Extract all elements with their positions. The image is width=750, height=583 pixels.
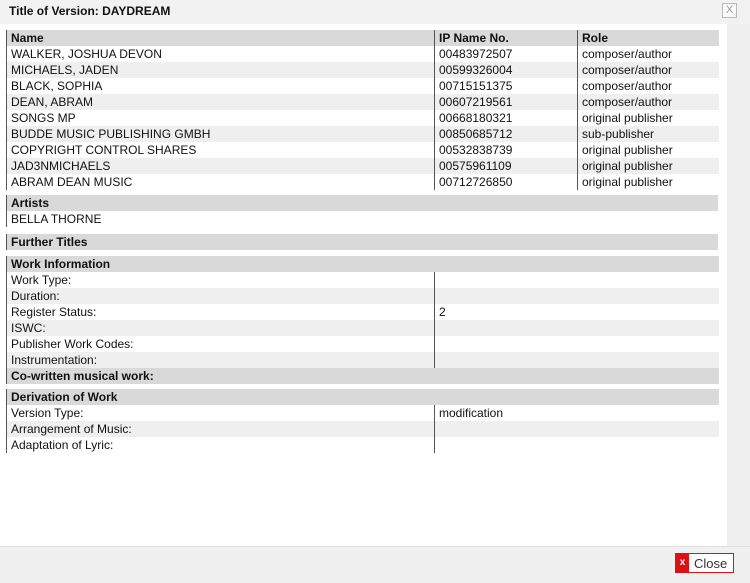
table-row: [7, 288, 719, 304]
party-ip-number: 00850685712: [435, 126, 578, 142]
party-ip-number: 00607219561: [435, 94, 578, 110]
derivation-heading: Derivation of Work: [7, 389, 719, 405]
field-value: modification: [435, 405, 719, 421]
party-role: composer/author: [578, 62, 719, 78]
further-titles-section-header: [7, 234, 719, 250]
party-role: composer/author: [578, 94, 719, 110]
artists-section-header: [7, 195, 719, 211]
party-name: BLACK, SOPHIA: [7, 78, 435, 94]
party-ip-number: 00712726850: [435, 174, 578, 190]
party-ip-number: 00483972507: [435, 46, 578, 62]
party-role: original publisher: [578, 142, 719, 158]
table-row: [7, 336, 719, 352]
table-row: [7, 110, 719, 126]
table-row: [7, 421, 719, 437]
table-row: [7, 437, 719, 453]
party-ip-number: 00599326004: [435, 62, 578, 78]
party-name: SONGS MP: [7, 110, 435, 126]
field-label: Register Status:: [7, 304, 435, 320]
field-value: [435, 421, 719, 437]
field-value: [435, 437, 719, 453]
dialog-footer: [0, 546, 750, 583]
party-role: original publisher: [578, 158, 719, 174]
field-label: Duration:: [7, 288, 435, 304]
field-label: Publisher Work Codes:: [7, 336, 435, 352]
column-header-name: Name: [7, 30, 435, 46]
field-value: 2: [435, 304, 719, 320]
column-header-role: Role: [578, 30, 719, 46]
party-name: ABRAM DEAN MUSIC: [7, 174, 435, 190]
parties-table: [6, 30, 719, 190]
co-written-heading: Co-written musical work:: [7, 368, 719, 384]
table-row: [7, 304, 719, 320]
table-row: [7, 94, 719, 110]
party-name: DEAN, ABRAM: [7, 94, 435, 110]
party-name: WALKER, JOSHUA DEVON: [7, 46, 435, 62]
scrollbar-thumb[interactable]: [731, 26, 743, 542]
table-row: [7, 46, 719, 62]
field-label: Adaptation of Lyric:: [7, 437, 435, 453]
field-label: Version Type:: [7, 405, 435, 421]
party-role: composer/author: [578, 46, 719, 62]
field-value: [435, 352, 719, 368]
party-name: JAD3NMICHAELS: [7, 158, 435, 174]
artist-name: BELLA THORNE: [7, 211, 719, 227]
field-label: Instrumentation:: [7, 352, 435, 368]
field-value: [435, 336, 719, 352]
party-name: COPYRIGHT CONTROL SHARES: [7, 142, 435, 158]
party-role: composer/author: [578, 78, 719, 94]
derivation-table: [6, 389, 719, 453]
party-ip-number: 00532838739: [435, 142, 578, 158]
party-ip-number: 00575961109: [435, 158, 578, 174]
table-row: [7, 405, 719, 421]
dialog-titlebar: [0, 0, 750, 24]
table-row: [7, 158, 719, 174]
party-role: original publisher: [578, 110, 719, 126]
artists-table: [6, 195, 718, 227]
further-titles-table: [6, 234, 718, 250]
table-row: [7, 352, 719, 368]
party-name: MICHAELS, JADEN: [7, 62, 435, 78]
close-button-label: Close: [694, 555, 728, 571]
party-role: sub-publisher: [578, 126, 719, 142]
field-label: ISWC:: [7, 320, 435, 336]
field-value: [435, 272, 719, 288]
list-item: [7, 211, 719, 227]
co-written-section-header: [7, 368, 719, 384]
party-ip-number: 00715151375: [435, 78, 578, 94]
artists-heading: Artists: [7, 195, 719, 211]
dialog-content: [0, 24, 727, 546]
table-row: [7, 142, 719, 158]
further-titles-heading: Further Titles: [7, 234, 719, 250]
work-information-heading: Work Information: [7, 256, 719, 272]
field-label: Arrangement of Music:: [7, 421, 435, 437]
parties-header-row: [7, 30, 719, 46]
field-value: [435, 320, 719, 336]
close-icon: x: [676, 554, 689, 572]
close-x-button[interactable]: X: [722, 3, 737, 18]
work-information-section-header: [7, 256, 719, 272]
table-row: [7, 126, 719, 142]
table-row: [7, 78, 719, 94]
vertical-scrollbar[interactable]: [727, 24, 750, 546]
table-row: [7, 272, 719, 288]
field-value: [435, 288, 719, 304]
field-label: Work Type:: [7, 272, 435, 288]
party-name: BUDDE MUSIC PUBLISHING GMBH: [7, 126, 435, 142]
derivation-section-header: [7, 389, 719, 405]
table-row: [7, 320, 719, 336]
close-button[interactable]: [675, 553, 734, 573]
column-header-ip-name-no: IP Name No.: [435, 30, 578, 46]
table-row: [7, 62, 719, 78]
dialog-title: Title of Version: DAYDREAM: [9, 4, 171, 18]
table-row: [7, 174, 719, 190]
party-role: original publisher: [578, 174, 719, 190]
work-information-table: [6, 256, 719, 384]
party-ip-number: 00668180321: [435, 110, 578, 126]
